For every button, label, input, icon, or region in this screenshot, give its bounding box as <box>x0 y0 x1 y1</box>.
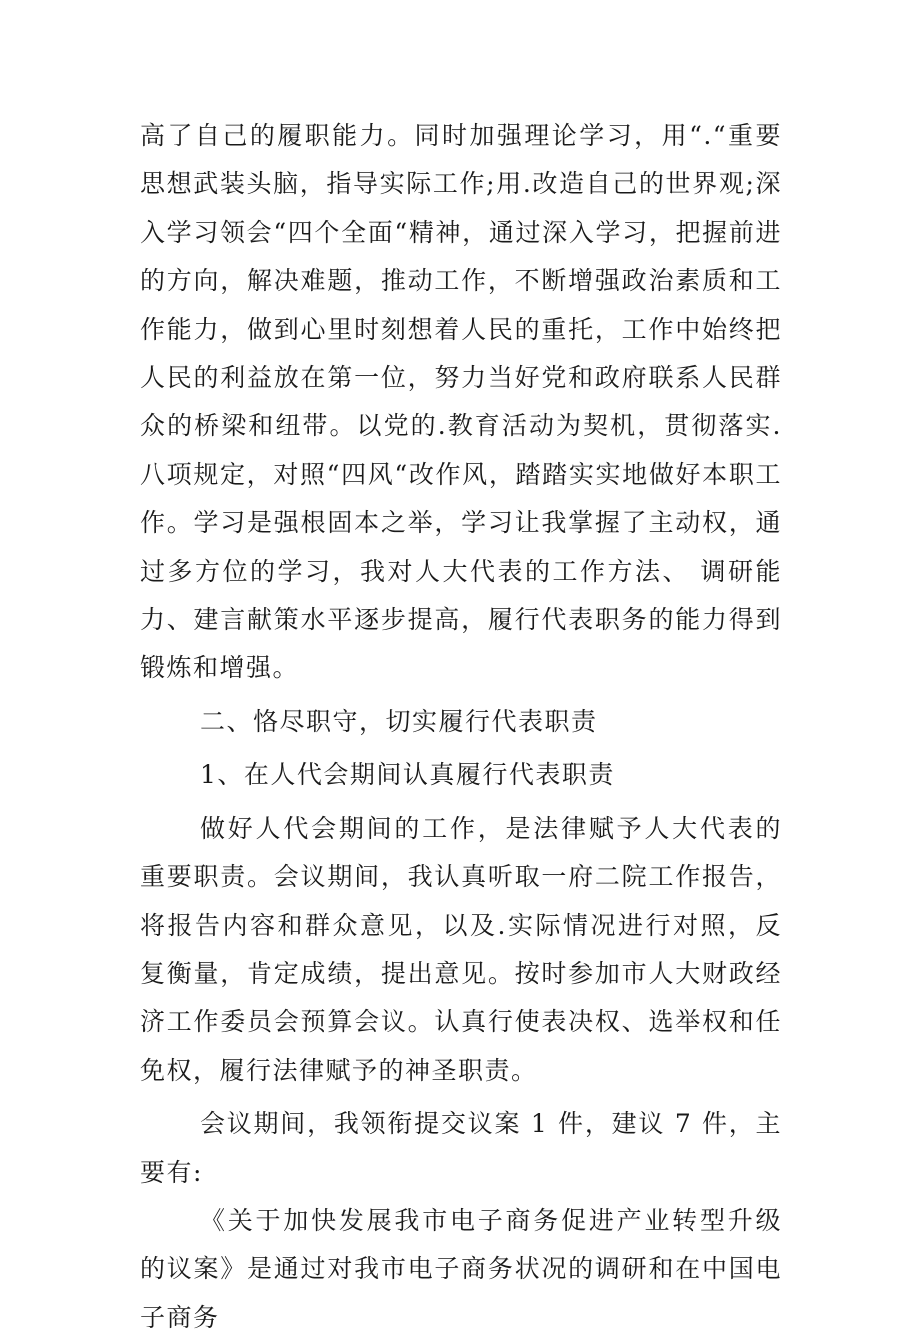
paragraph-ecommerce-proposal: 《关于加快发展我市电子商务促进产业转型升级的议案》是通过对我市电子商务状况的调研和在中国电子商务 <box>140 1205 782 1332</box>
paragraph-continuation: 高了自己的履职能力。同时加强理论学习，用“.“重要思想武装头脑，指导实际工作;用.改造自己的世界观;深入学习领会“四个全面“精神，通过深入学习，把握前进的方向，解决难题，推动工作，不断增强政治素质和工作能力，做到心里时刻想着人民的重托，工作中始终把人民的利益放在第一位，努力当好党和政府联系人民群众的桥梁和纽带。以党的.教育活动为契机，贯彻落实.八项规定，对照“四风“改作风，踏踏实实地做好本职工作。学习是强根固本之举，学习让我掌握了主动权，通过多方位的学习，我对人大代表的工作方法、 调研能力、建言献策水平逐步提高，履行代表职务的能力得到锻炼和增强。 <box>140 121 782 683</box>
paragraph-proposals: 会议期间，我领衔提交议案 1 件，建议 7 件，主要有: <box>140 1109 782 1187</box>
paragraph-session-work: 做好人代会期间的工作，是法律赋予人大代表的重要职责。会议期间，我认真听取一府二院工作报告，将报告内容和群众意见，以及.实际情况进行对照，反复衡量，肯定成绩，提出意见。按时参加市人大财政经济工作委员会预算会议。认真行使表决权、选举权和任免权，履行法律赋予的神圣职责。 <box>140 813 782 1085</box>
section-heading-duties: 二、恪尽职守，切实履行代表职责 <box>200 706 598 736</box>
document-body <box>140 112 782 1342</box>
subsection-heading-session: 1、在人代会期间认真履行代表职责 <box>200 760 615 790</box>
